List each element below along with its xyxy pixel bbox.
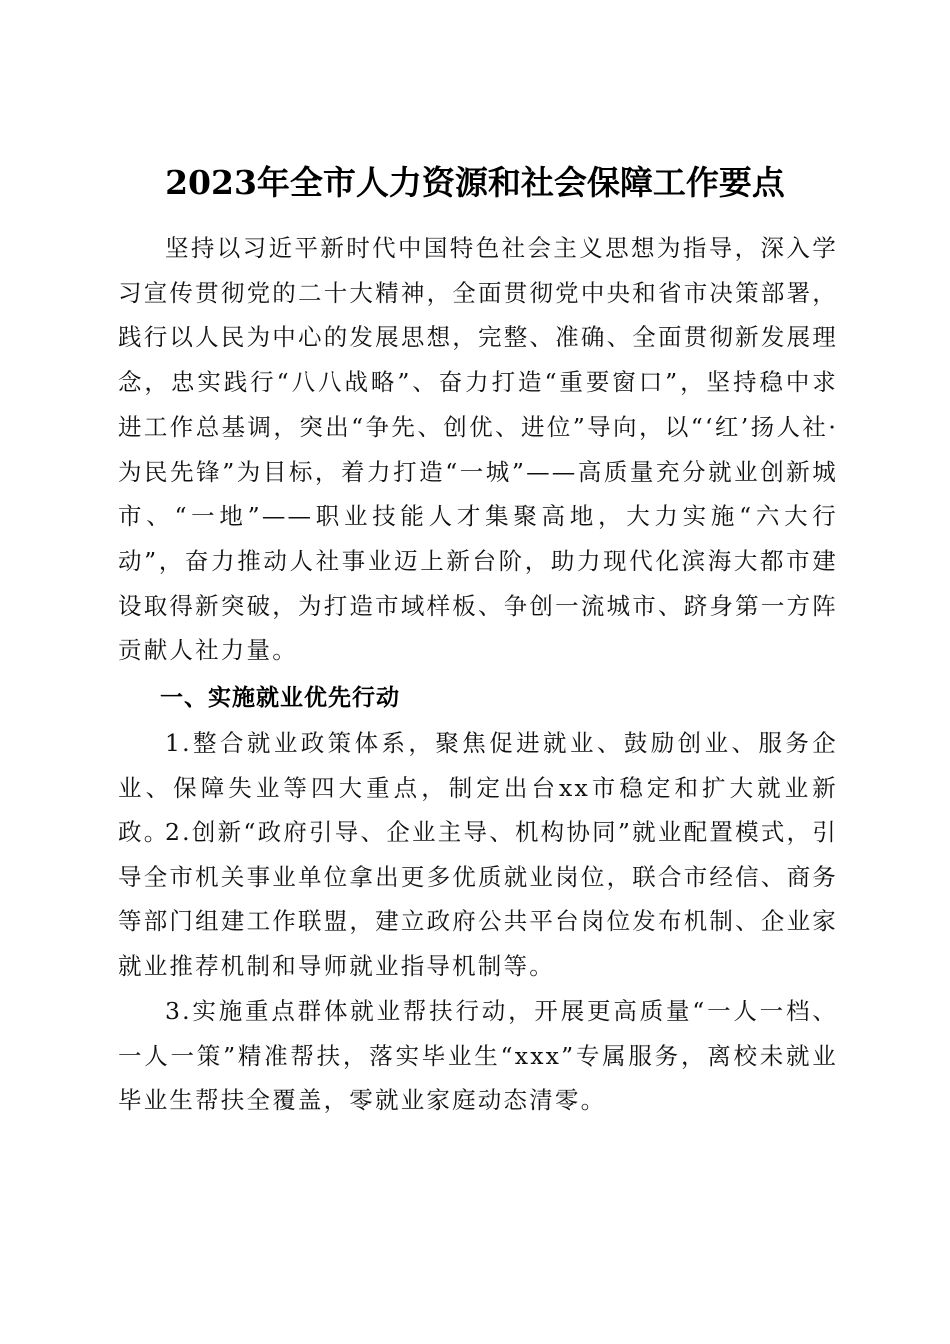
list-item: 3.实施重点群体就业帮扶行动，开展更高质量“一人一档、一人一策”精准帮扶，落实毕业生“xxx”专属服务，离校未就业毕业生帮扶全覆盖，零就业家庭动态清零。 [118, 997, 838, 1115]
list-item: 1.整合就业政策体系，聚焦促进就业、鼓励创业、服务企业、保障失业等四大重点，制定出台xx市稳定和扩大就业新政。 [118, 729, 838, 847]
intro-paragraph: 坚持以习近平新时代中国特色社会主义思想为指导，深入学习宣传贯彻党的二十大精神，全面贯彻党中央和省市决策部署，践行以人民为中心的发展思想，完整、准确、全面贯彻新发展理念，忠实践行“八八战略”、奋力打造“重要窗口”，坚持稳中求进工作总基调，突出“争先、创优、进位”导向，以“‘红’扬人社·为民先锋”为目标，着力打造“一城”——高质量充分就业创新城市、“一地”——职业技能人才集聚高地，大力实施“六大行动”，奋力推动人社事业迈上新台阶，助力现代化滨海大都市建设取得新突破，为打造市域样板、争创一流城市、跻身第一方阵贡献人社力量。 [118, 234, 838, 665]
document-title: 2023年全市人力资源和社会保障工作要点 [165, 163, 785, 203]
section-heading: 一、实施就业优先行动 [160, 685, 400, 711]
list-item: 2.创新“政府引导、企业主导、机构协同”就业配置模式，引导全市机关事业单位拿出更多优质就业岗位，联合市经信、商务等部门组建工作联盟，建立政府公共平台岗位发布机制、企业家就业推荐机制和导师就业指导机制等。 [118, 818, 838, 981]
